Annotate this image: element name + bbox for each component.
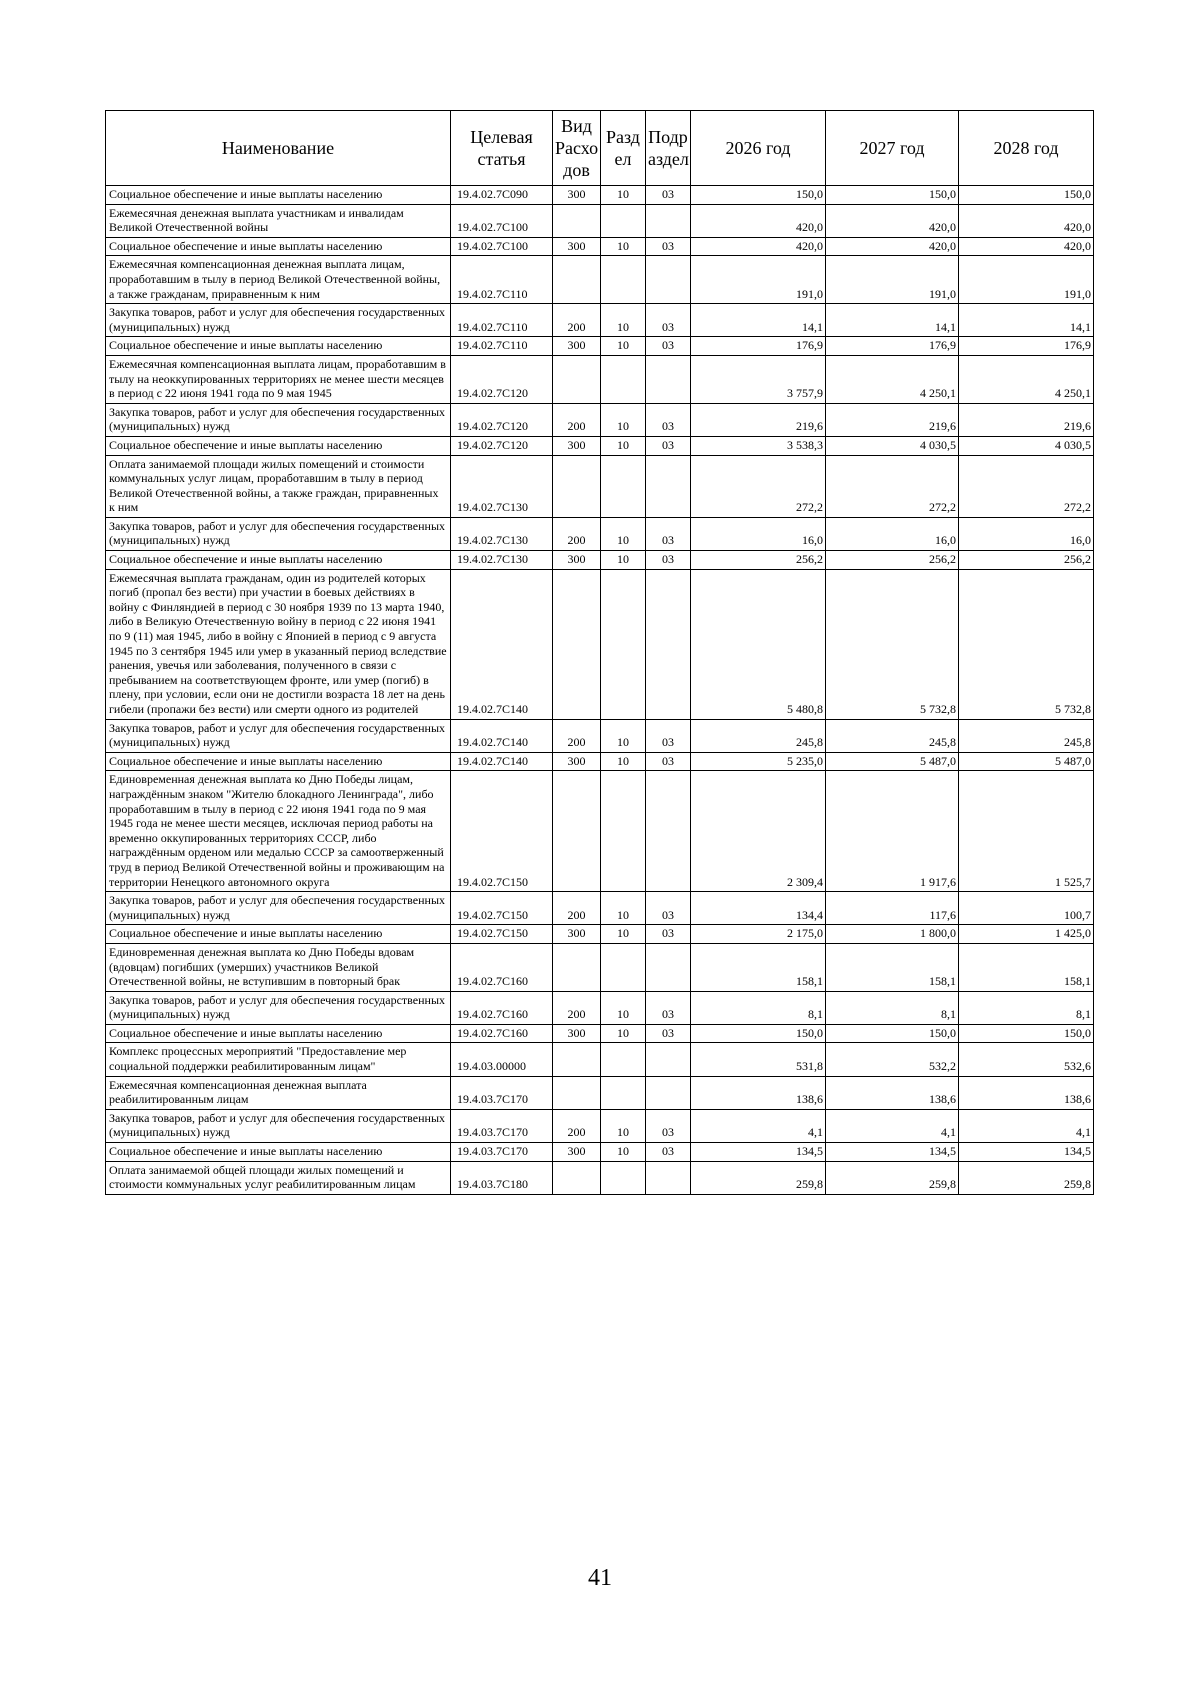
row-value-2028: 272,2 bbox=[959, 455, 1094, 517]
row-section bbox=[601, 355, 646, 403]
row-subsection: 03 bbox=[646, 1109, 691, 1142]
row-section bbox=[601, 1043, 646, 1076]
table-row bbox=[106, 569, 1094, 719]
table-row bbox=[106, 403, 1094, 436]
row-article-code: 19.4.02.7С160 bbox=[451, 991, 553, 1024]
row-section: 10 bbox=[601, 403, 646, 436]
row-article-code: 19.4.02.7С100 bbox=[451, 237, 553, 256]
row-expense-type bbox=[553, 943, 601, 991]
table-row bbox=[106, 204, 1094, 237]
row-section bbox=[601, 455, 646, 517]
row-value-2028: 16,0 bbox=[959, 517, 1094, 550]
table-row bbox=[106, 256, 1094, 304]
row-section: 10 bbox=[601, 719, 646, 752]
table-body bbox=[106, 186, 1094, 1195]
row-value-2028: 420,0 bbox=[959, 237, 1094, 256]
header-article: Целевая статья bbox=[451, 111, 553, 186]
row-subsection: 03 bbox=[646, 237, 691, 256]
row-value-2026: 272,2 bbox=[691, 455, 826, 517]
row-subsection bbox=[646, 256, 691, 304]
row-value-2027: 245,8 bbox=[826, 719, 959, 752]
row-section: 10 bbox=[601, 752, 646, 771]
row-section bbox=[601, 943, 646, 991]
row-value-2028: 5 732,8 bbox=[959, 569, 1094, 719]
row-subsection: 03 bbox=[646, 1143, 691, 1162]
row-value-2027: 532,2 bbox=[826, 1043, 959, 1076]
header-section: Разд ел bbox=[601, 111, 646, 186]
row-expense-type bbox=[553, 569, 601, 719]
row-article-code: 19.4.02.7С150 bbox=[451, 771, 553, 892]
table-row bbox=[106, 455, 1094, 517]
row-section bbox=[601, 256, 646, 304]
row-subsection: 03 bbox=[646, 925, 691, 944]
row-value-2028: 191,0 bbox=[959, 256, 1094, 304]
row-value-2026: 134,4 bbox=[691, 892, 826, 925]
row-subsection: 03 bbox=[646, 551, 691, 570]
row-value-2028: 245,8 bbox=[959, 719, 1094, 752]
row-value-2027: 420,0 bbox=[826, 204, 959, 237]
row-value-2028: 259,8 bbox=[959, 1161, 1094, 1194]
header-year-2027: 2027 год bbox=[826, 111, 959, 186]
row-expense-type bbox=[553, 1161, 601, 1194]
row-value-2026: 420,0 bbox=[691, 204, 826, 237]
row-value-2027: 259,8 bbox=[826, 1161, 959, 1194]
row-value-2026: 3 538,3 bbox=[691, 436, 826, 455]
row-value-2027: 5 732,8 bbox=[826, 569, 959, 719]
row-value-2028: 4 250,1 bbox=[959, 355, 1094, 403]
row-subsection: 03 bbox=[646, 752, 691, 771]
row-value-2027: 256,2 bbox=[826, 551, 959, 570]
row-value-2026: 3 757,9 bbox=[691, 355, 826, 403]
row-name: Закупка товаров, работ и услуг для обеспечения государственных (муниципальных) нужд bbox=[106, 304, 451, 337]
row-article-code: 19.4.03.7С170 bbox=[451, 1143, 553, 1162]
row-section: 10 bbox=[601, 1109, 646, 1142]
table-row bbox=[106, 1143, 1094, 1162]
row-value-2026: 259,8 bbox=[691, 1161, 826, 1194]
row-expense-type: 300 bbox=[553, 1143, 601, 1162]
row-value-2027: 117,6 bbox=[826, 892, 959, 925]
row-expense-type: 200 bbox=[553, 517, 601, 550]
row-subsection: 03 bbox=[646, 517, 691, 550]
table-row bbox=[106, 1109, 1094, 1142]
page-number: 41 bbox=[588, 1565, 612, 1591]
row-article-code: 19.4.02.7С150 bbox=[451, 925, 553, 944]
row-section: 10 bbox=[601, 991, 646, 1024]
row-value-2028: 158,1 bbox=[959, 943, 1094, 991]
row-section bbox=[601, 771, 646, 892]
row-value-2026: 134,5 bbox=[691, 1143, 826, 1162]
row-section: 10 bbox=[601, 304, 646, 337]
row-value-2028: 1 425,0 bbox=[959, 925, 1094, 944]
row-article-code: 19.4.02.7С140 bbox=[451, 752, 553, 771]
row-value-2026: 2 309,4 bbox=[691, 771, 826, 892]
row-value-2028: 150,0 bbox=[959, 1024, 1094, 1043]
table-row bbox=[106, 752, 1094, 771]
table-row bbox=[106, 943, 1094, 991]
row-name: Закупка товаров, работ и услуг для обеспечения государственных (муниципальных) нужд bbox=[106, 991, 451, 1024]
row-value-2027: 150,0 bbox=[826, 186, 959, 205]
row-name: Единовременная денежная выплата ко Дню Победы вдовам (вдовцам) погибших (умерших) участников Великой Отечественной войны, не вступившим в повторный брак bbox=[106, 943, 451, 991]
row-value-2026: 16,0 bbox=[691, 517, 826, 550]
row-subsection: 03 bbox=[646, 991, 691, 1024]
table-row bbox=[106, 892, 1094, 925]
row-expense-type: 300 bbox=[553, 1024, 601, 1043]
table-row bbox=[106, 925, 1094, 944]
row-section: 10 bbox=[601, 925, 646, 944]
row-value-2028: 100,7 bbox=[959, 892, 1094, 925]
row-value-2027: 219,6 bbox=[826, 403, 959, 436]
table-row bbox=[106, 991, 1094, 1024]
row-article-code: 19.4.02.7С120 bbox=[451, 355, 553, 403]
row-value-2026: 150,0 bbox=[691, 186, 826, 205]
row-subsection: 03 bbox=[646, 436, 691, 455]
row-value-2027: 158,1 bbox=[826, 943, 959, 991]
row-name: Единовременная денежная выплата ко Дню Победы лицам, награждённым знаком "Жителю блокадного Ленинграда", либо проработавшим в тылу в период с 22 июня 1941 года по 9 мая 1945 года не менее шести месяцев, исключая период работы на временно оккупированных территориях СССР, либо награждённым орденом или медалью СССР за самоотверженный труд в период Великой Отечественной войны и проживающим на территории Ненецкого автономного округа bbox=[106, 771, 451, 892]
row-subsection: 03 bbox=[646, 892, 691, 925]
table-row bbox=[106, 1076, 1094, 1109]
row-value-2026: 256,2 bbox=[691, 551, 826, 570]
row-value-2027: 4 030,5 bbox=[826, 436, 959, 455]
row-value-2028: 134,5 bbox=[959, 1143, 1094, 1162]
row-expense-type bbox=[553, 204, 601, 237]
row-article-code: 19.4.02.7С160 bbox=[451, 943, 553, 991]
row-value-2027: 191,0 bbox=[826, 256, 959, 304]
row-article-code: 19.4.02.7С100 bbox=[451, 204, 553, 237]
row-value-2028: 532,6 bbox=[959, 1043, 1094, 1076]
row-section: 10 bbox=[601, 892, 646, 925]
header-subsection: Подр аздел bbox=[646, 111, 691, 186]
row-subsection bbox=[646, 1076, 691, 1109]
row-expense-type: 300 bbox=[553, 925, 601, 944]
row-expense-type: 300 bbox=[553, 237, 601, 256]
row-article-code: 19.4.02.7С140 bbox=[451, 719, 553, 752]
row-value-2027: 5 487,0 bbox=[826, 752, 959, 771]
row-value-2027: 4 250,1 bbox=[826, 355, 959, 403]
row-section bbox=[601, 569, 646, 719]
row-value-2026: 14,1 bbox=[691, 304, 826, 337]
row-section bbox=[601, 1076, 646, 1109]
row-name: Оплата занимаемой общей площади жилых помещений и стоимости коммунальных услуг реабилитированным лицам bbox=[106, 1161, 451, 1194]
row-value-2028: 14,1 bbox=[959, 304, 1094, 337]
row-expense-type: 300 bbox=[553, 436, 601, 455]
row-value-2027: 1 917,6 bbox=[826, 771, 959, 892]
row-article-code: 19.4.03.7С170 bbox=[451, 1076, 553, 1109]
row-article-code: 19.4.02.7С090 bbox=[451, 186, 553, 205]
row-value-2026: 5 480,8 bbox=[691, 569, 826, 719]
row-expense-type: 300 bbox=[553, 186, 601, 205]
row-name: Оплата занимаемой площади жилых помещений и стоимости коммунальных услуг лицам, проработавшим в тылу в период Великой Отечественной войны, а также граждан, приравненных к ним bbox=[106, 455, 451, 517]
row-expense-type bbox=[553, 256, 601, 304]
row-subsection bbox=[646, 355, 691, 403]
row-name: Социальное обеспечение и иные выплаты населению bbox=[106, 752, 451, 771]
row-section bbox=[601, 204, 646, 237]
row-subsection bbox=[646, 569, 691, 719]
row-name: Закупка товаров, работ и услуг для обеспечения государственных (муниципальных) нужд bbox=[106, 403, 451, 436]
row-section bbox=[601, 1161, 646, 1194]
table-row bbox=[106, 1043, 1094, 1076]
header-expense-type: Вид Расхо дов bbox=[553, 111, 601, 186]
row-value-2028: 4,1 bbox=[959, 1109, 1094, 1142]
row-value-2028: 8,1 bbox=[959, 991, 1094, 1024]
row-section: 10 bbox=[601, 436, 646, 455]
row-article-code: 19.4.03.7С170 bbox=[451, 1109, 553, 1142]
row-expense-type: 200 bbox=[553, 1109, 601, 1142]
row-article-code: 19.4.02.7С130 bbox=[451, 517, 553, 550]
table-row bbox=[106, 517, 1094, 550]
table-row bbox=[106, 1024, 1094, 1043]
row-value-2026: 138,6 bbox=[691, 1076, 826, 1109]
row-section: 10 bbox=[601, 551, 646, 570]
row-value-2027: 272,2 bbox=[826, 455, 959, 517]
row-value-2027: 176,9 bbox=[826, 337, 959, 356]
row-expense-type: 300 bbox=[553, 551, 601, 570]
row-article-code: 19.4.03.7С180 bbox=[451, 1161, 553, 1194]
row-expense-type: 200 bbox=[553, 991, 601, 1024]
row-expense-type: 200 bbox=[553, 403, 601, 436]
row-value-2027: 14,1 bbox=[826, 304, 959, 337]
row-name: Ежемесячная компенсационная выплата лицам, проработавшим в тылу на неоккупированных территориях не менее шести месяцев в период с 22 июня 1941 года по 9 мая 1945 bbox=[106, 355, 451, 403]
row-section: 10 bbox=[601, 517, 646, 550]
row-expense-type bbox=[553, 1043, 601, 1076]
table-row bbox=[106, 719, 1094, 752]
row-name: Социальное обеспечение и иные выплаты населению bbox=[106, 551, 451, 570]
row-value-2026: 158,1 bbox=[691, 943, 826, 991]
row-expense-type: 300 bbox=[553, 337, 601, 356]
table-row bbox=[106, 337, 1094, 356]
row-subsection bbox=[646, 943, 691, 991]
row-subsection bbox=[646, 455, 691, 517]
row-subsection: 03 bbox=[646, 337, 691, 356]
table-row bbox=[106, 237, 1094, 256]
row-value-2028: 420,0 bbox=[959, 204, 1094, 237]
row-article-code: 19.4.02.7С110 bbox=[451, 337, 553, 356]
row-value-2027: 4,1 bbox=[826, 1109, 959, 1142]
row-article-code: 19.4.02.7С150 bbox=[451, 892, 553, 925]
row-article-code: 19.4.02.7С120 bbox=[451, 436, 553, 455]
table-header-row bbox=[106, 111, 1094, 186]
row-value-2026: 5 235,0 bbox=[691, 752, 826, 771]
row-value-2026: 8,1 bbox=[691, 991, 826, 1024]
row-name: Закупка товаров, работ и услуг для обеспечения государственных (муниципальных) нужд bbox=[106, 719, 451, 752]
row-expense-type bbox=[553, 771, 601, 892]
table-row bbox=[106, 304, 1094, 337]
row-name: Социальное обеспечение и иные выплаты населению bbox=[106, 186, 451, 205]
table-row bbox=[106, 551, 1094, 570]
row-name: Социальное обеспечение и иные выплаты населению bbox=[106, 1024, 451, 1043]
table-row bbox=[106, 1161, 1094, 1194]
row-article-code: 19.4.03.00000 bbox=[451, 1043, 553, 1076]
row-name: Социальное обеспечение и иные выплаты населению bbox=[106, 237, 451, 256]
row-article-code: 19.4.02.7С110 bbox=[451, 304, 553, 337]
table-row bbox=[106, 355, 1094, 403]
row-subsection bbox=[646, 771, 691, 892]
header-year-2026: 2026 год bbox=[691, 111, 826, 186]
row-section: 10 bbox=[601, 186, 646, 205]
row-value-2028: 176,9 bbox=[959, 337, 1094, 356]
row-value-2027: 150,0 bbox=[826, 1024, 959, 1043]
row-name: Комплекс процессных мероприятий "Предоставление мер социальной поддержки реабилитированным лицам" bbox=[106, 1043, 451, 1076]
row-value-2026: 176,9 bbox=[691, 337, 826, 356]
row-name: Социальное обеспечение и иные выплаты населению bbox=[106, 925, 451, 944]
row-value-2028: 5 487,0 bbox=[959, 752, 1094, 771]
row-name: Закупка товаров, работ и услуг для обеспечения государственных (муниципальных) нужд bbox=[106, 1109, 451, 1142]
table-row bbox=[106, 771, 1094, 892]
row-subsection: 03 bbox=[646, 1024, 691, 1043]
row-value-2028: 150,0 bbox=[959, 186, 1094, 205]
row-name: Ежемесячная компенсационная денежная выплата реабилитированным лицам bbox=[106, 1076, 451, 1109]
row-subsection bbox=[646, 204, 691, 237]
row-name: Ежемесячная денежная выплата участникам и инвалидам Великой Отечественной войны bbox=[106, 204, 451, 237]
row-expense-type: 200 bbox=[553, 892, 601, 925]
row-article-code: 19.4.02.7С120 bbox=[451, 403, 553, 436]
header-name: Наименование bbox=[106, 111, 451, 186]
row-value-2026: 150,0 bbox=[691, 1024, 826, 1043]
row-name: Ежемесячная выплата гражданам, один из родителей которых погиб (пропал без вести) при участии в боевых действиях в войну с Финляндией в период с 30 ноября 1939 по 13 марта 1940, либо в Великую Отечественную войну в период с 22 июня 1941 по 9 (11) мая 1945, либо в войну с Японией в период с 9 августа 1945 по 3 сентября 1945 или умер в указанный период вследствие ранения, увечья или заболевания, полученного в связи с пребыванием на соответствующем фронте, или умер (погиб) в плену, при условии, если они не достигли возраста 18 лет на день гибели (пропажи без вести) или смерти одного из родителей bbox=[106, 569, 451, 719]
header-year-2028: 2028 год bbox=[959, 111, 1094, 186]
row-value-2026: 531,8 bbox=[691, 1043, 826, 1076]
row-name: Закупка товаров, работ и услуг для обеспечения государственных (муниципальных) нужд bbox=[106, 892, 451, 925]
row-value-2027: 8,1 bbox=[826, 991, 959, 1024]
row-value-2027: 1 800,0 bbox=[826, 925, 959, 944]
row-article-code: 19.4.02.7С130 bbox=[451, 551, 553, 570]
row-value-2026: 219,6 bbox=[691, 403, 826, 436]
row-value-2027: 138,6 bbox=[826, 1076, 959, 1109]
row-value-2028: 138,6 bbox=[959, 1076, 1094, 1109]
row-expense-type bbox=[553, 355, 601, 403]
row-subsection bbox=[646, 1161, 691, 1194]
row-article-code: 19.4.02.7С110 bbox=[451, 256, 553, 304]
row-value-2026: 420,0 bbox=[691, 237, 826, 256]
table-row bbox=[106, 436, 1094, 455]
row-subsection bbox=[646, 1043, 691, 1076]
row-section: 10 bbox=[601, 1024, 646, 1043]
row-expense-type bbox=[553, 455, 601, 517]
row-value-2028: 219,6 bbox=[959, 403, 1094, 436]
row-name: Социальное обеспечение и иные выплаты населению bbox=[106, 1143, 451, 1162]
row-subsection: 03 bbox=[646, 304, 691, 337]
row-value-2026: 245,8 bbox=[691, 719, 826, 752]
row-value-2026: 4,1 bbox=[691, 1109, 826, 1142]
budget-table-container bbox=[105, 110, 1093, 1195]
row-subsection: 03 bbox=[646, 403, 691, 436]
row-expense-type: 300 bbox=[553, 752, 601, 771]
row-value-2026: 191,0 bbox=[691, 256, 826, 304]
row-name: Ежемесячная компенсационная денежная выплата лицам, проработавшим в тылу в период Великой Отечественной войны, а также гражданам, приравненным к ним bbox=[106, 256, 451, 304]
row-article-code: 19.4.02.7С140 bbox=[451, 569, 553, 719]
row-subsection: 03 bbox=[646, 719, 691, 752]
row-article-code: 19.4.02.7С130 bbox=[451, 455, 553, 517]
row-subsection: 03 bbox=[646, 186, 691, 205]
row-name: Закупка товаров, работ и услуг для обеспечения государственных (муниципальных) нужд bbox=[106, 517, 451, 550]
row-section: 10 bbox=[601, 237, 646, 256]
row-article-code: 19.4.02.7С160 bbox=[451, 1024, 553, 1043]
row-value-2027: 134,5 bbox=[826, 1143, 959, 1162]
row-value-2027: 420,0 bbox=[826, 237, 959, 256]
row-name: Социальное обеспечение и иные выплаты населению bbox=[106, 337, 451, 356]
row-expense-type: 200 bbox=[553, 719, 601, 752]
row-value-2028: 256,2 bbox=[959, 551, 1094, 570]
row-section: 10 bbox=[601, 337, 646, 356]
row-value-2028: 1 525,7 bbox=[959, 771, 1094, 892]
row-value-2026: 2 175,0 bbox=[691, 925, 826, 944]
row-section: 10 bbox=[601, 1143, 646, 1162]
row-name: Социальное обеспечение и иные выплаты населению bbox=[106, 436, 451, 455]
row-value-2028: 4 030,5 bbox=[959, 436, 1094, 455]
budget-table bbox=[105, 110, 1094, 1195]
table-row bbox=[106, 186, 1094, 205]
row-expense-type bbox=[553, 1076, 601, 1109]
row-expense-type: 200 bbox=[553, 304, 601, 337]
row-value-2027: 16,0 bbox=[826, 517, 959, 550]
